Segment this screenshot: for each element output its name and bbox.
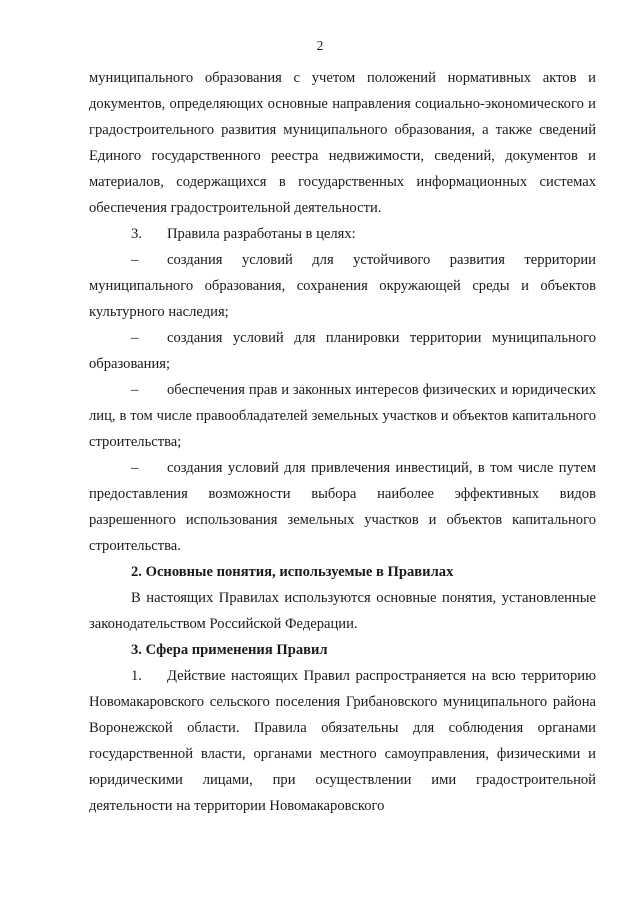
page-number: 2 bbox=[316, 38, 324, 53]
dash-marker: – bbox=[131, 460, 139, 476]
dash-item-1 bbox=[89, 247, 596, 325]
item-number: 1. bbox=[131, 668, 142, 684]
dash-marker: – bbox=[131, 330, 139, 346]
dash-marker: – bbox=[131, 252, 139, 268]
document-body bbox=[89, 65, 596, 819]
dash-marker: – bbox=[131, 382, 139, 398]
paragraph-intro: муниципального образования с учетом положений нормативных актов и документов, определяющих основные направления социально-экономического и градостроительного развития муниципального образования, а также сведений Единого государственного реестра недвижимости, сведений, документов и материалов, содержащихся в государственных информационных системах обеспечения градостроительной деятельности. bbox=[89, 70, 596, 216]
item-number: 3. bbox=[131, 226, 142, 242]
dash-item-4 bbox=[89, 455, 596, 559]
paragraph-definitions: В настоящих Правилах используются основные понятия, установленные законодательством Российской Федерации. bbox=[89, 590, 596, 632]
item-text: Правила разработаны в целях: bbox=[167, 226, 356, 242]
dash-item-text: обеспечения прав и законных интересов физических и юридических лиц, в том числе правообладателей земельных участков и объектов капитального строительства; bbox=[89, 382, 596, 450]
dash-item-text: создания условий для планировки территории муниципального образования; bbox=[89, 330, 596, 372]
item-text: Действие настоящих Правил распространяется на всю территорию Новомакаровского сельского поселения Грибановского муниципального района Воронежской области. Правила обязательны для соблюдения органами государственной власти, органами местного самоуправления, физическими и юридическими лицами, при осуществлении ими градостроительной деятельности на территории Новомакаровского bbox=[89, 668, 596, 814]
dash-item-3 bbox=[89, 377, 596, 455]
section-heading-3: 3. Сфера применения Правил bbox=[131, 642, 328, 658]
dash-item-text: создания условий для привлечения инвестиций, в том числе путем предоставления возможности выбора наиболее эффективных видов разрешенного использования земельных участков и объектов капитального строительства. bbox=[89, 460, 596, 554]
paragraph-item-3 bbox=[89, 221, 596, 247]
dash-item-2 bbox=[89, 325, 596, 377]
paragraph-scope bbox=[89, 663, 596, 819]
dash-item-text: создания условий для устойчивого развития территории муниципального образования, сохранения окружающей среды и объектов культурного наследия; bbox=[89, 252, 596, 320]
section-heading-2: 2. Основные понятия, используемые в Правилах bbox=[131, 564, 454, 580]
